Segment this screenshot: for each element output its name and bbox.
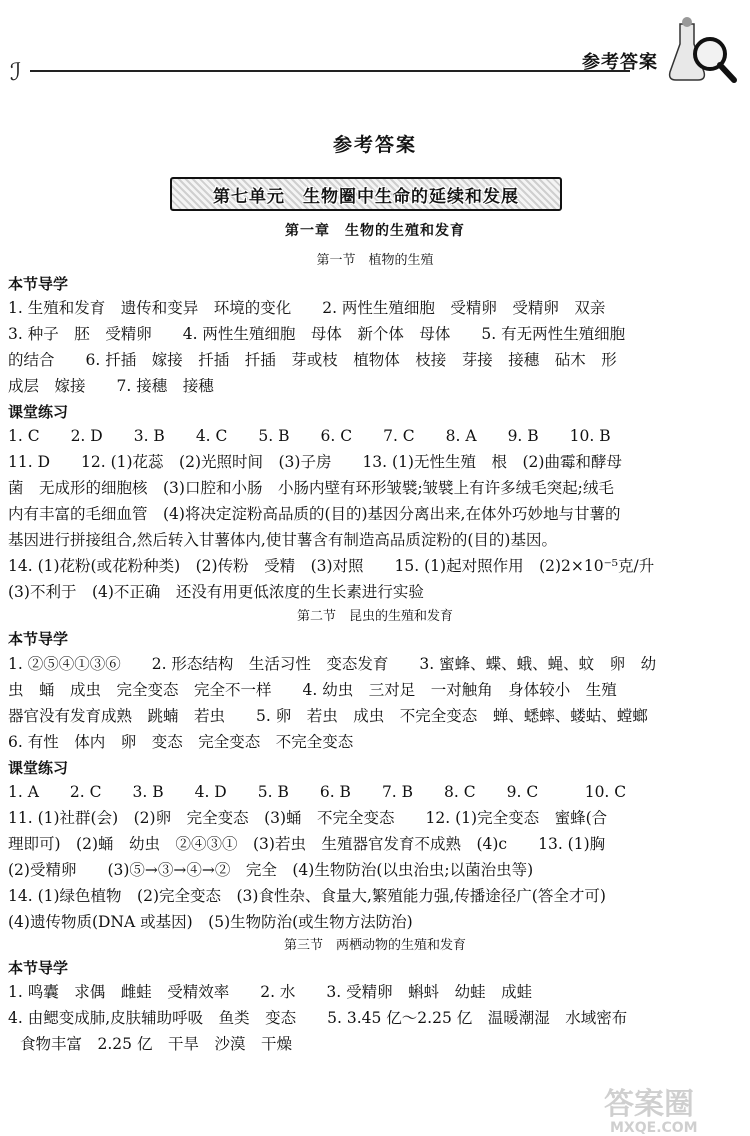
unit-banner-text: 第七单元 生物圈中生命的延续和发展 xyxy=(213,186,519,207)
answer-line: 4. 由鳃变成肺,皮肤辅助呼吸 鱼类 变态 5. 3.45 亿～2.25 亿 温暖潮湿 水域密布 xyxy=(8,1009,628,1027)
answer-line: 11. (1)社群(会) (2)卵 完全变态 (3)蛹 不完全变态 12. (1)完全变态 蜜蜂(合 xyxy=(8,809,608,827)
chapter-title: 第一章 生物的生殖和发育 xyxy=(285,223,465,239)
header-rule xyxy=(30,70,630,72)
answer-line: 器官没有发育成熟 跳蝻 若虫 5. 卵 若虫 成虫 不完全变态 蝉、蟋蟀、蝼蛄、螳螂 xyxy=(8,707,648,725)
watermark-text: 答案圈 xyxy=(604,1087,694,1122)
answer-line: 11. D 12. (1)花蕊 (2)光照时间 (3)子房 13. (1)无性生殖 根 (2)曲霉和酵母 xyxy=(8,453,622,471)
section-title-1: 第一节 植物的生殖 xyxy=(316,253,434,268)
answer-line: 1. A 2. C 3. B 4. D 5. B 6. B 7. B 8. C 9. C 10. C xyxy=(8,783,627,801)
answer-line: 14. (1)绿色植物 (2)完全变态 (3)食性杂、食量大,繁殖能力强,传播途径广(答全才可) xyxy=(8,887,606,905)
subhead-practice-2: 课堂练习 xyxy=(8,759,69,777)
header-hook-ornament: ℐ xyxy=(10,58,22,86)
answer-line: (3)不利于 (4)不正确 还没有用更低浓度的生长素进行实验 xyxy=(8,583,424,601)
watermark-sub: MXQE.COM xyxy=(610,1120,698,1136)
answer-line: 基因进行拼接组合,然后转入甘薯体内,使甘薯含有制造高品质淀粉的(目的)基因。 xyxy=(8,531,557,549)
subhead-practice-1: 课堂练习 xyxy=(8,403,69,421)
section-title-2: 第二节 昆虫的生殖和发育 xyxy=(296,609,453,624)
subhead-guide-3: 本节导学 xyxy=(8,959,69,977)
answer-line: 内有丰富的毛细血管 (4)将决定淀粉高品质的(目的)基因分离出来,在体外巧妙地与甘薯的 xyxy=(8,505,621,523)
page-header xyxy=(0,0,750,90)
header-label: 参考答案 xyxy=(582,52,658,73)
answer-line: (4)遗传物质(DNA 或基因) (5)生物防治(或生物方法防治) xyxy=(8,913,413,931)
answer-line: 虫 蛹 成虫 完全变态 完全不一样 4. 幼虫 三对足 一对触角 身体较小 生殖 xyxy=(8,681,617,699)
answer-line: 1. C 2. D 3. B 4. C 5. B 6. C 7. C 8. A 9. B 10. B xyxy=(8,427,611,445)
subhead-guide-2: 本节导学 xyxy=(8,630,69,648)
watermark-logo xyxy=(600,1080,740,1136)
answer-line: 6. 有性 体内 卵 变态 完全变态 不完全变态 xyxy=(8,733,354,751)
answer-line: 的结合 6. 扦插 嫁接 扦插 扦插 芽或枝 植物体 枝接 芽接 接穗 砧木 形 xyxy=(8,351,617,369)
subhead-guide-1: 本节导学 xyxy=(8,275,69,293)
answer-line: 1. ②⑤④①③⑥ 2. 形态结构 生活习性 变态发育 3. 蜜蜂、蝶、蛾、蝇、蚊 卵 幼 xyxy=(8,655,657,673)
unit-banner xyxy=(170,177,562,211)
answer-line: 食物丰富 2.25 亿 干旱 沙漠 干燥 xyxy=(20,1035,292,1053)
answer-line: 1. 鸣囊 求偶 雌蛙 受精效率 2. 水 3. 受精卵 蝌蚪 幼蛙 成蛙 xyxy=(8,983,533,1001)
answer-line: 菌 无成形的细胞核 (3)口腔和小肠 小肠内壁有环形皱襞;皱襞上有许多绒毛突起;绒毛 xyxy=(8,479,614,497)
answer-line: 3. 种子 胚 受精卵 4. 两性生殖细胞 母体 新个体 母体 5. 有无两性生殖细胞 xyxy=(8,325,626,343)
answer-line: 14. (1)花粉(或花粉种类) (2)传粉 受精 (3)对照 15. (1)起对照作用 (2)2×10⁻⁵克/升 xyxy=(8,557,655,575)
answer-line: 理即可) (2)蛹 幼虫 ②④③① (3)若虫 生殖器官发育不成熟 (4)c 13. (1)胸 xyxy=(8,835,606,853)
magnifier-flask-icon xyxy=(660,14,740,84)
answer-line: 1. 生殖和发育 遗传和变异 环境的变化 2. 两性生殖细胞 受精卵 受精卵 双亲 xyxy=(8,299,606,317)
page-title: 参考答案 xyxy=(332,134,417,156)
answer-line: (2)受精卵 (3)⑤→③→④→② 完全 (4)生物防治(以虫治虫;以菌治虫等) xyxy=(8,861,534,879)
section-title-3: 第三节 两栖动物的生殖和发育 xyxy=(283,938,466,953)
answer-line: 成层 嫁接 7. 接穗 接穗 xyxy=(8,377,214,395)
